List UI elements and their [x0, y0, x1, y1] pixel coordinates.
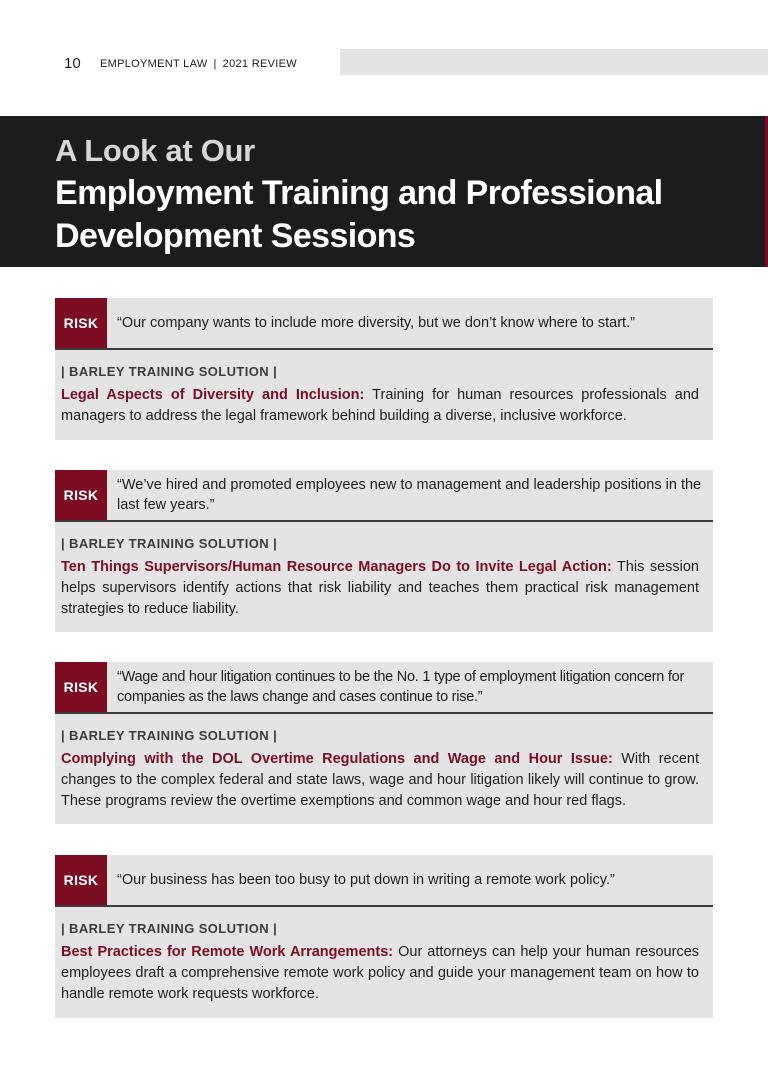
solution-label: | BARLEY TRAINING SOLUTION |: [61, 536, 278, 551]
risk-tag: RISK: [55, 298, 107, 348]
risk-quote: “Our company wants to include more diversity, but we don’t know where to start.”: [117, 315, 635, 331]
risk-quote: “Our business has been too busy to put down in writing a remote work policy.”: [117, 872, 615, 888]
solution-panel: [55, 907, 713, 1018]
solution-text: [61, 942, 699, 1005]
risk-quote: “We’ve hired and promoted employees new to management and leadership positions in the last few years.”: [117, 477, 702, 513]
page-header: [0, 0, 768, 90]
risk-solution-block-1: [55, 298, 713, 440]
risk-quote: “Wage and hour litigation continues to be the No. 1 type of employment litigation concern for companies as the laws change and cases continue to rise.”: [117, 669, 685, 705]
solution-title: Legal Aspects of Diversity and Inclusion:: [61, 387, 365, 403]
solution-body: This session helps supervisors identify actions that risk liability and teaches them practical risk management strategies to reduce liability.: [61, 559, 699, 617]
risk-row: [55, 662, 713, 714]
solution-label: | BARLEY TRAINING SOLUTION |: [61, 921, 278, 936]
page-number: 10: [64, 55, 81, 72]
risk-tag: RISK: [55, 470, 107, 520]
title-banner: [0, 116, 768, 267]
page-title: Employment Training and Professional Development Sessions: [55, 174, 663, 255]
solution-title: Ten Things Supervisors/Human Resource Managers Do to Invite Legal Action:: [61, 559, 612, 575]
solution-panel: [55, 522, 713, 632]
solution-body: Our attorneys can help your human resources employees draft a comprehensive remote work policy and guide your management team on how to handle remote work requests workforce.: [61, 944, 700, 1002]
publication-name: EMPLOYMENT LAW: [100, 58, 208, 70]
risk-row: [55, 470, 713, 522]
solution-title: Best Practices for Remote Work Arrangements:: [61, 944, 394, 960]
risk-solution-block-2: [55, 470, 713, 632]
risk-tag: RISK: [55, 662, 107, 712]
solution-label: | BARLEY TRAINING SOLUTION |: [61, 728, 278, 743]
solution-title: Complying with the DOL Overtime Regulations and Wage and Hour Issue:: [61, 751, 613, 767]
header-separator: |: [213, 58, 217, 70]
solution-label: | BARLEY TRAINING SOLUTION |: [61, 364, 278, 379]
edition-name: 2021 REVIEW: [222, 58, 297, 70]
header-decor-bar: [340, 49, 768, 75]
title-kicker: A Look at Our: [55, 133, 255, 168]
solution-text: [61, 749, 699, 812]
solution-panel: [55, 714, 713, 824]
solution-panel: [55, 350, 713, 440]
risk-tag: RISK: [55, 855, 107, 905]
solution-body: Training for human resources professionals and managers to address the legal framework behind building a diverse, inclusive workforce.: [61, 387, 699, 424]
solution-text: [61, 557, 699, 620]
risk-solution-block-3: [55, 662, 713, 824]
solution-text: [61, 385, 699, 427]
risk-row: [55, 855, 713, 907]
risk-row: [55, 298, 713, 350]
running-header: [100, 58, 297, 70]
risk-solution-block-4: [55, 855, 713, 1018]
solution-body: With recent changes to the complex federal and state laws, wage and hour litigation likely will continue to grow. These programs review the overtime exemptions and common wage and hour red flags.: [61, 751, 700, 809]
